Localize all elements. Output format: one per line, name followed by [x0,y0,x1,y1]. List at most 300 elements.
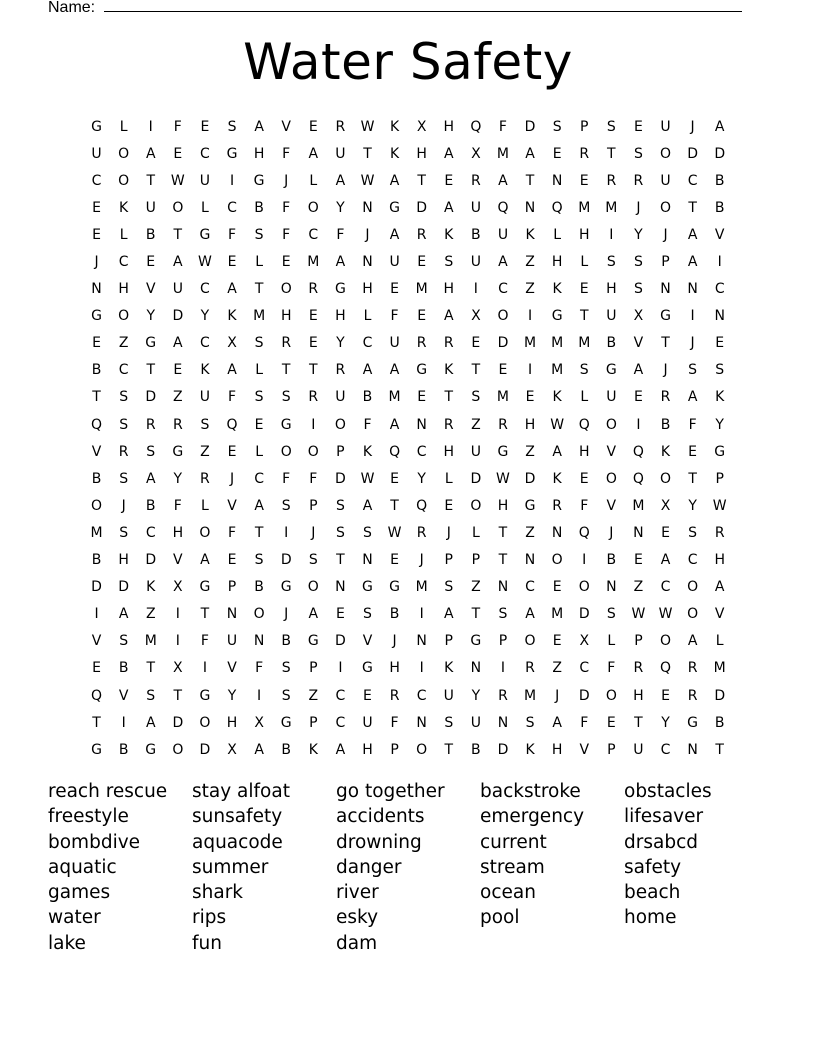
grid-letter[interactable]: V [633,335,644,352]
grid-letter[interactable]: S [688,524,698,541]
grid-letter[interactable]: F [227,389,237,406]
grid-letter[interactable]: D [416,199,428,216]
grid-letter[interactable]: E [363,687,372,704]
grid-letter[interactable]: G [280,714,292,731]
grid-letter[interactable]: J [555,687,560,704]
grid-letter[interactable]: I [527,308,533,325]
grid-letter[interactable]: M [713,660,726,677]
grid-letter[interactable]: V [606,497,617,514]
grid-letter[interactable]: E [92,335,101,352]
grid-letter[interactable]: N [253,633,265,650]
grid-letter[interactable]: O [687,606,699,623]
grid-letter[interactable]: S [525,714,535,731]
grid-letter[interactable]: A [443,308,454,325]
grid-letter[interactable]: G [389,579,400,596]
grid-letter[interactable]: A [335,741,346,758]
grid-letter[interactable]: S [254,389,264,406]
grid-letter[interactable]: U [335,145,346,162]
grid-letter[interactable]: R [498,687,508,704]
grid-letter[interactable]: E [146,254,156,271]
grid-letter[interactable]: S [579,362,589,379]
grid-letter[interactable]: R [633,660,644,677]
grid-letter[interactable]: A [687,226,698,243]
grid-letter[interactable]: E [715,335,725,352]
grid-letter[interactable]: J [636,199,641,216]
grid-letter[interactable]: O [91,497,103,514]
grid-letter[interactable]: L [255,362,264,379]
grid-letter[interactable]: N [470,660,482,677]
grid-letter[interactable]: O [687,579,699,596]
grid-letter[interactable]: V [281,118,291,135]
grid-letter[interactable]: H [118,281,129,298]
grid-letter[interactable]: E [308,335,318,352]
grid-letter[interactable]: J [121,497,126,514]
grid-letter[interactable]: F [282,470,291,487]
grid-letter[interactable]: S [633,145,643,162]
grid-letter[interactable]: S [119,389,129,406]
grid-letter[interactable]: D [524,470,536,487]
grid-letter[interactable]: E [444,172,454,189]
grid-letter[interactable]: S [254,552,264,569]
grid-letter[interactable]: G [470,633,482,650]
grid-letter[interactable]: E [661,687,670,704]
grid-letter[interactable]: A [389,416,400,433]
grid-letter[interactable]: O [660,470,672,487]
grid-letter[interactable]: L [444,470,453,487]
grid-letter[interactable]: I [419,606,424,623]
grid-letter[interactable]: K [308,741,318,758]
grid-letter[interactable]: U [497,226,509,243]
grid-letter[interactable]: V [227,497,237,514]
grid-letter[interactable]: O [172,199,184,216]
grid-letter[interactable]: I [717,254,722,271]
grid-letter[interactable]: C [416,443,427,460]
grid-letter[interactable]: U [172,281,183,298]
grid-letter[interactable]: S [552,118,562,135]
grid-letter[interactable]: L [201,199,209,216]
grid-letter[interactable]: F [282,199,291,216]
grid-letter[interactable]: H [443,118,455,135]
grid-letter[interactable]: R [687,687,698,704]
grid-letter[interactable]: B [660,416,671,433]
grid-letter[interactable]: B [254,579,264,596]
grid-letter[interactable]: V [118,687,129,704]
grid-letter[interactable]: D [335,470,346,487]
grid-letter[interactable]: Z [525,254,535,271]
grid-letter[interactable]: B [714,172,725,189]
grid-letter[interactable]: U [335,389,346,406]
grid-letter[interactable]: H [172,524,184,541]
grid-letter[interactable]: I [94,606,99,623]
grid-letter[interactable]: Y [336,335,345,352]
grid-letter[interactable]: E [92,660,101,677]
grid-letter[interactable]: S [227,118,237,135]
grid-letter[interactable]: V [714,226,725,243]
grid-letter[interactable]: J [284,606,289,623]
grid-letter[interactable]: L [553,226,562,243]
grid-letter[interactable]: G [280,416,292,433]
grid-letter[interactable]: Q [416,497,428,514]
grid-letter[interactable]: L [119,118,128,135]
grid-letter[interactable]: R [416,524,427,541]
grid-letter[interactable]: S [498,606,508,623]
grid-letter[interactable]: D [172,308,184,325]
grid-letter[interactable]: N [416,633,427,650]
grid-letter[interactable]: G [253,172,265,189]
grid-letter[interactable]: O [605,470,617,487]
grid-letter[interactable]: B [389,606,400,623]
grid-letter[interactable]: N [335,579,346,596]
grid-letter[interactable]: G [714,443,726,460]
grid-letter[interactable]: R [281,335,292,352]
grid-letter[interactable]: H [443,281,455,298]
grid-letter[interactable]: G [660,308,671,325]
grid-letter[interactable]: T [417,172,426,189]
grid-letter[interactable]: N [362,552,373,569]
grid-letter[interactable]: N [687,281,698,298]
grid-letter[interactable]: J [663,226,668,243]
grid-letter[interactable]: R [389,687,400,704]
grid-letter[interactable]: C [254,470,264,487]
grid-letter[interactable]: P [580,118,589,135]
grid-letter[interactable]: B [145,226,156,243]
grid-letter[interactable]: M [524,687,537,704]
grid-letter[interactable]: J [284,172,289,189]
grid-letter[interactable]: H [335,308,346,325]
grid-letter[interactable]: G [280,579,292,596]
grid-letter[interactable]: A [200,552,210,569]
grid-letter[interactable]: C [660,741,671,758]
grid-letter[interactable]: O [280,281,292,298]
grid-letter[interactable]: C [200,145,210,162]
grid-letter[interactable]: A [687,633,698,650]
grid-letter[interactable]: T [688,199,697,216]
grid-letter[interactable]: F [227,226,237,243]
grid-letter[interactable]: I [636,416,641,433]
grid-letter[interactable]: Y [688,497,697,514]
grid-letter[interactable]: C [118,362,129,379]
grid-letter[interactable]: Z [200,443,210,460]
grid-letter[interactable]: U [145,199,156,216]
grid-letter[interactable]: E [471,335,481,352]
grid-letter[interactable]: J [94,254,99,271]
grid-letter[interactable]: E [173,362,183,379]
grid-letter[interactable]: H [606,281,617,298]
grid-letter[interactable]: P [471,552,481,569]
grid-letter[interactable]: P [336,443,345,460]
grid-letter[interactable]: I [284,524,289,541]
grid-letter[interactable]: V [91,443,102,460]
grid-letter[interactable]: J [446,524,451,541]
grid-letter[interactable]: L [255,443,264,460]
grid-letter[interactable]: U [660,172,671,189]
grid-letter[interactable]: M [415,281,428,298]
grid-letter[interactable]: S [444,254,454,271]
grid-letter[interactable]: A [525,606,535,623]
grid-letter[interactable]: O [470,497,482,514]
grid-letter[interactable]: V [714,606,725,623]
grid-letter[interactable]: A [145,714,156,731]
grid-letter[interactable]: M [578,335,591,352]
grid-letter[interactable]: W [387,524,402,541]
grid-letter[interactable]: C [362,335,373,352]
grid-letter[interactable]: O [551,552,563,569]
grid-letter[interactable]: A [362,497,373,514]
grid-letter[interactable]: E [227,443,237,460]
grid-letter[interactable]: H [578,443,590,460]
grid-letter[interactable]: B [91,362,102,379]
grid-letter[interactable]: X [579,633,590,650]
grid-letter[interactable]: G [199,579,211,596]
grid-letter[interactable]: G [524,497,536,514]
grid-letter[interactable]: L [119,226,128,243]
grid-letter[interactable]: N [633,524,644,541]
grid-letter[interactable]: D [145,552,157,569]
grid-letter[interactable]: E [525,389,535,406]
grid-letter[interactable]: A [687,254,698,271]
grid-letter[interactable]: G [334,281,346,298]
grid-letter[interactable]: D [470,470,482,487]
grid-letter[interactable]: T [634,714,643,731]
grid-letter[interactable]: J [690,118,695,135]
grid-letter[interactable]: Z [525,524,535,541]
grid-letter[interactable]: Y [471,687,481,704]
grid-letter[interactable]: X [254,714,264,731]
grid-letter[interactable]: R [633,172,644,189]
grid-letter[interactable]: X [416,118,427,135]
grid-letter[interactable]: A [633,362,644,379]
grid-letter[interactable]: O [118,308,130,325]
grid-letter[interactable]: Q [389,443,401,460]
grid-letter[interactable]: M [90,524,103,541]
grid-letter[interactable]: X [227,741,237,758]
grid-letter[interactable]: X [173,579,183,596]
grid-letter[interactable]: L [363,308,372,325]
grid-letter[interactable]: D [714,687,726,704]
grid-letter[interactable]: I [175,606,180,623]
grid-letter[interactable]: D [578,606,590,623]
grid-letter[interactable]: U [199,389,211,406]
grid-letter[interactable]: I [338,660,343,677]
grid-letter[interactable]: A [227,362,237,379]
grid-letter[interactable]: W [360,470,375,487]
grid-letter[interactable]: Y [146,308,156,325]
grid-letter[interactable]: A [443,606,454,623]
grid-letter[interactable]: F [607,660,616,677]
grid-letter[interactable]: Q [578,524,590,541]
grid-letter[interactable]: G [199,687,211,704]
grid-letter[interactable]: N [362,199,373,216]
grid-letter[interactable]: E [552,145,562,162]
grid-letter[interactable]: U [389,254,400,271]
grid-letter[interactable]: W [658,606,673,623]
grid-letter[interactable]: G [145,741,157,758]
grid-letter[interactable]: O [660,199,672,216]
grid-letter[interactable]: A [308,145,319,162]
grid-letter[interactable]: C [145,524,156,541]
grid-letter[interactable]: T [607,145,616,162]
grid-letter[interactable]: T [363,145,372,162]
grid-letter[interactable]: T [254,524,264,541]
grid-letter[interactable]: U [633,741,644,758]
grid-letter[interactable]: H [362,281,373,298]
grid-letter[interactable]: B [714,199,725,216]
grid-letter[interactable]: B [714,714,725,731]
grid-letter[interactable]: E [633,118,643,135]
grid-letter[interactable]: S [688,362,698,379]
grid-letter[interactable]: R [118,443,129,460]
grid-letter[interactable]: M [524,335,537,352]
grid-letter[interactable]: L [715,633,724,650]
grid-letter[interactable]: E [227,254,237,271]
grid-letter[interactable]: Q [91,416,103,433]
grid-letter[interactable]: A [389,226,400,243]
grid-letter[interactable]: S [715,362,725,379]
grid-letter[interactable]: R [200,470,210,487]
grid-letter[interactable]: T [525,172,535,189]
grid-letter[interactable]: O [199,714,211,731]
grid-letter[interactable]: O [660,633,672,650]
grid-letter[interactable]: I [473,281,478,298]
grid-letter[interactable]: O [307,443,319,460]
grid-letter[interactable]: P [309,660,318,677]
grid-letter[interactable]: L [309,172,318,189]
grid-letter[interactable]: S [471,389,481,406]
grid-letter[interactable]: J [663,362,668,379]
grid-letter[interactable]: E [390,281,399,298]
grid-letter[interactable]: H [551,741,563,758]
grid-letter[interactable]: S [633,281,643,298]
grid-letter[interactable]: Y [417,470,426,487]
grid-letter[interactable]: A [714,579,725,596]
grid-letter[interactable]: W [550,416,565,433]
grid-letter[interactable]: K [119,199,129,216]
name-blank[interactable] [104,0,742,12]
grid-letter[interactable]: O [118,145,130,162]
grid-letter[interactable]: E [552,633,562,650]
grid-letter[interactable]: B [91,470,102,487]
grid-letter[interactable]: C [525,579,535,596]
grid-letter[interactable]: W [360,172,375,189]
grid-letter[interactable]: F [173,118,182,135]
grid-letter[interactable]: Y [661,714,670,731]
grid-letter[interactable]: W [360,118,375,135]
grid-letter[interactable]: F [309,470,318,487]
grid-letter[interactable]: K [389,118,400,135]
grid-letter[interactable]: R [335,362,346,379]
grid-letter[interactable]: E [281,254,291,271]
grid-letter[interactable]: L [580,254,589,271]
grid-letter[interactable]: P [444,633,453,650]
grid-letter[interactable]: D [199,741,211,758]
grid-letter[interactable]: A [389,172,400,189]
grid-letter[interactable]: Z [633,579,644,596]
grid-letter[interactable]: S [335,497,345,514]
grid-letter[interactable]: A [335,172,346,189]
grid-letter[interactable]: A [335,254,346,271]
grid-letter[interactable]: F [363,416,372,433]
grid-letter[interactable]: G [199,226,211,243]
grid-letter[interactable]: S [363,606,372,623]
grid-letter[interactable]: B [145,497,156,514]
grid-letter[interactable]: I [202,660,207,677]
grid-letter[interactable]: A [227,281,237,298]
grid-letter[interactable]: O [605,687,617,704]
grid-letter[interactable]: J [419,552,424,569]
grid-letter[interactable]: A [254,741,264,758]
grid-letter[interactable]: K [200,362,210,379]
grid-letter[interactable]: S [444,579,454,596]
grid-letter[interactable]: W [631,606,646,623]
grid-letter[interactable]: S [633,254,643,271]
grid-letter[interactable]: R [525,660,535,677]
grid-letter[interactable]: B [606,335,617,352]
grid-letter[interactable]: Y [200,308,210,325]
grid-letter[interactable]: S [363,524,372,541]
grid-letter[interactable]: C [687,172,698,189]
grid-letter[interactable]: S [606,118,616,135]
grid-letter[interactable]: E [308,308,318,325]
grid-letter[interactable]: N [524,552,536,569]
grid-letter[interactable]: A [443,145,454,162]
grid-letter[interactable]: C [335,687,346,704]
grid-letter[interactable]: R [335,118,346,135]
grid-letter[interactable]: E [579,470,589,487]
grid-letter[interactable]: R [443,416,454,433]
grid-letter[interactable]: U [606,389,617,406]
grid-letter[interactable]: P [715,470,724,487]
grid-letter[interactable]: Z [118,335,129,352]
grid-letter[interactable]: P [309,497,318,514]
grid-letter[interactable]: U [470,443,481,460]
grid-letter[interactable]: K [660,443,671,460]
grid-letter[interactable]: A [308,606,319,623]
grid-letter[interactable]: E [579,172,589,189]
grid-letter[interactable]: H [633,687,644,704]
grid-letter[interactable]: J [365,226,370,243]
grid-letter[interactable]: R [308,389,319,406]
grid-letter[interactable]: G [362,660,373,677]
grid-letter[interactable]: D [497,335,509,352]
grid-letter[interactable]: H [551,254,563,271]
grid-letter[interactable]: A [145,470,156,487]
grid-letter[interactable]: E [498,362,508,379]
grid-letter[interactable]: L [471,524,480,541]
grid-letter[interactable]: E [335,606,345,623]
grid-letter[interactable]: Z [552,660,562,677]
grid-letter[interactable]: M [415,579,428,596]
grid-letter[interactable]: G [91,308,102,325]
grid-letter[interactable]: E [661,524,670,541]
grid-letter[interactable]: M [144,633,157,650]
grid-letter[interactable]: E [552,579,562,596]
grid-letter[interactable]: T [173,226,183,243]
grid-letter[interactable]: H [714,552,725,569]
grid-letter[interactable]: X [471,145,481,162]
grid-letter[interactable]: G [551,308,563,325]
grid-letter[interactable]: K [444,362,454,379]
grid-letter[interactable]: I [121,714,126,731]
grid-letter[interactable]: U [443,687,454,704]
grid-letter[interactable]: Z [525,443,535,460]
grid-letter[interactable]: T [661,335,670,352]
grid-letter[interactable]: D [145,389,157,406]
grid-letter[interactable]: H [362,741,373,758]
grid-letter[interactable]: K [552,470,562,487]
grid-letter[interactable]: E [390,552,399,569]
grid-letter[interactable]: R [172,416,183,433]
grid-letter[interactable]: G [389,199,400,216]
